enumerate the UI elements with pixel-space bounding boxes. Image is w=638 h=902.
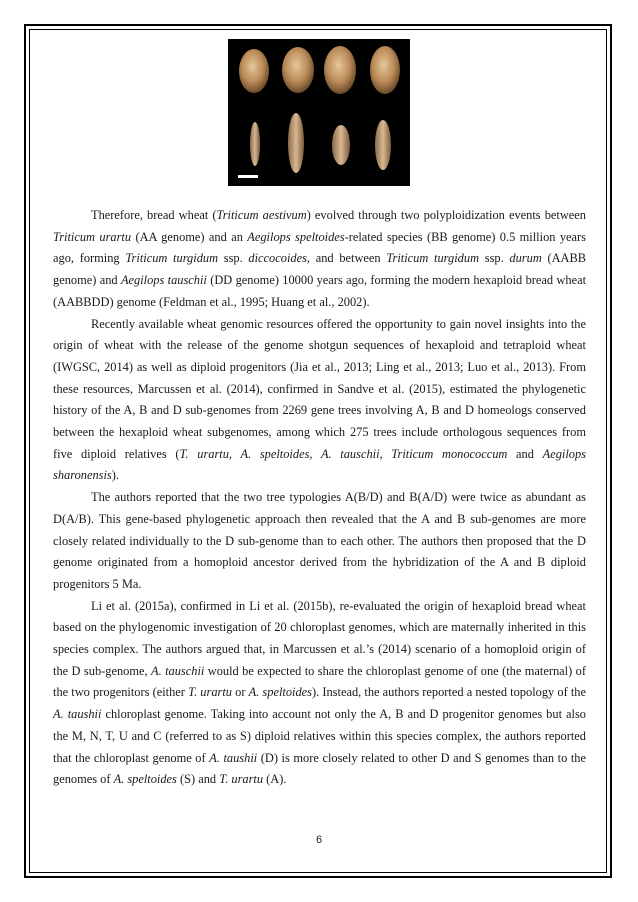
- paragraph-3: [53, 487, 586, 596]
- text-run: and: [507, 446, 543, 461]
- text-run: -related species (BB genome) 0.5 million years ago, forming: [53, 229, 586, 266]
- grain-bottom-3: [332, 125, 350, 165]
- italic-term: T. urartu: [188, 685, 232, 700]
- text-run: ssp.: [479, 251, 510, 266]
- italic-term: durum: [509, 251, 542, 266]
- grain-top-1: [239, 49, 269, 93]
- italic-term: Triticum urartu: [53, 229, 132, 244]
- italic-term: A. taushii: [209, 750, 258, 765]
- text-run: Therefore, bread wheat (: [91, 208, 217, 222]
- text-run: (AABB genome) and: [53, 251, 587, 288]
- italic-term: Triticum aestivum: [216, 208, 307, 222]
- italic-term: Triticum turgidum: [125, 251, 219, 266]
- grain-bottom-2: [288, 113, 304, 173]
- italic-term: Triticum turgidum: [386, 251, 480, 266]
- italic-term: Aegilops speltoides: [247, 229, 345, 244]
- italic-term: T. urartu, A. speltoides, A. tauschii, Triticum monococcum: [179, 446, 508, 461]
- text-run: ssp.: [218, 251, 249, 266]
- italic-term: A. taushii: [53, 707, 102, 722]
- text-run: Recently available wheat genomic resources offered the opportunity to gain novel insights into the origin of wheat with the release of the genome shotgun sequences of hexaploid and tetraploid wheat (IWGSC, 2014) as well as diploid progenitors (Jia et al., 2013; Ling et al., 2013; Luo et al., 2013). From these resources, Marcussen et al. (2014), confirmed in Sandve et al. (2015), estimated the phylogenetic history of the A, B and D sub-genomes from 2269 gene trees involving A, B and D homeologs conserved between the hexaploid wheat subgenomes, among which 275 trees include orthologous sequences from five diploid relatives (: [53, 316, 586, 461]
- body-text: [53, 205, 586, 791]
- grain-bottom-4: [375, 120, 391, 170]
- grain-bottom-1: [250, 122, 260, 166]
- text-run: The authors reported that the two tree typologies A(B/D) and B(A/D) were twice as abundant as D(A/B). This gene-based phylogenetic approach then revealed that the A and B sub-genomes are more closely related individually to the D sub-genome than to each other. The authors then proposed that the D genome originated from a homoploid ancestor derived from the hybridization of the A and B diploid progenitors 5 Ma.: [53, 490, 586, 591]
- text-run: (AA genome) and an: [131, 229, 248, 244]
- text-run: (D) is more closely related to other D and S genomes than to the genomes of: [53, 750, 587, 787]
- italic-term: diccocoides: [248, 251, 307, 266]
- italic-term: A. speltoides: [248, 685, 312, 700]
- text-run: (DD genome) 10000 years ago, forming the modern hexaploid bread wheat (AABBDD) genome (Feldman et al., 1995; Huang et al., 2002).: [53, 273, 587, 309]
- paragraph-1: [53, 205, 586, 314]
- text-run: ). Instead, the authors reported a nested topology of the: [311, 685, 586, 700]
- text-run: would be expected to share the chloroplast genome of one (the maternal) of the two progenitors (either: [53, 663, 586, 700]
- text-run: chloroplast genome. Taking into account not only the A, B and D progenitor genomes but also the M, N, T, U and C (referred to as S) diploid relatives within this species complex, the authors reported that the chloroplast genome of: [53, 707, 586, 765]
- italic-term: A. speltoides: [113, 772, 177, 787]
- text-run: or: [231, 685, 249, 700]
- italic-term: Aegilops tauschii: [120, 273, 207, 288]
- text-run: , and between: [306, 251, 387, 266]
- page-number: 6: [315, 834, 323, 846]
- italic-term: T. urartu: [219, 772, 264, 787]
- grain-top-2: [282, 47, 314, 93]
- italic-term: A. tauschii: [151, 663, 205, 678]
- text-run: (S) and: [176, 772, 220, 787]
- grain-top-4: [370, 46, 400, 94]
- wheat-grains-figure: [228, 39, 410, 186]
- text-run: ) evolved through two polyploidization events between: [306, 208, 586, 222]
- grain-top-3: [324, 46, 356, 94]
- text-run: ).: [111, 468, 119, 483]
- wheat-grains-image: [228, 39, 410, 186]
- scale-bar: [238, 175, 258, 178]
- italic-term: Aegilops sharonensis: [53, 446, 587, 483]
- paragraph-2: [53, 314, 586, 488]
- text-run: Li et al. (2015a), confirmed in Li et al. (2015b), re-evaluated the origin of hexaploid bread wheat based on the phylogenomic investigation of 20 chloroplast genomes, which are maternally inherited in this species complex. The authors argued that, in Marcussen et al.’s (2014) scenario of a homoploid origin of the D sub-genome,: [53, 598, 586, 678]
- paragraph-4: [53, 596, 586, 791]
- text-run: (A).: [263, 772, 287, 787]
